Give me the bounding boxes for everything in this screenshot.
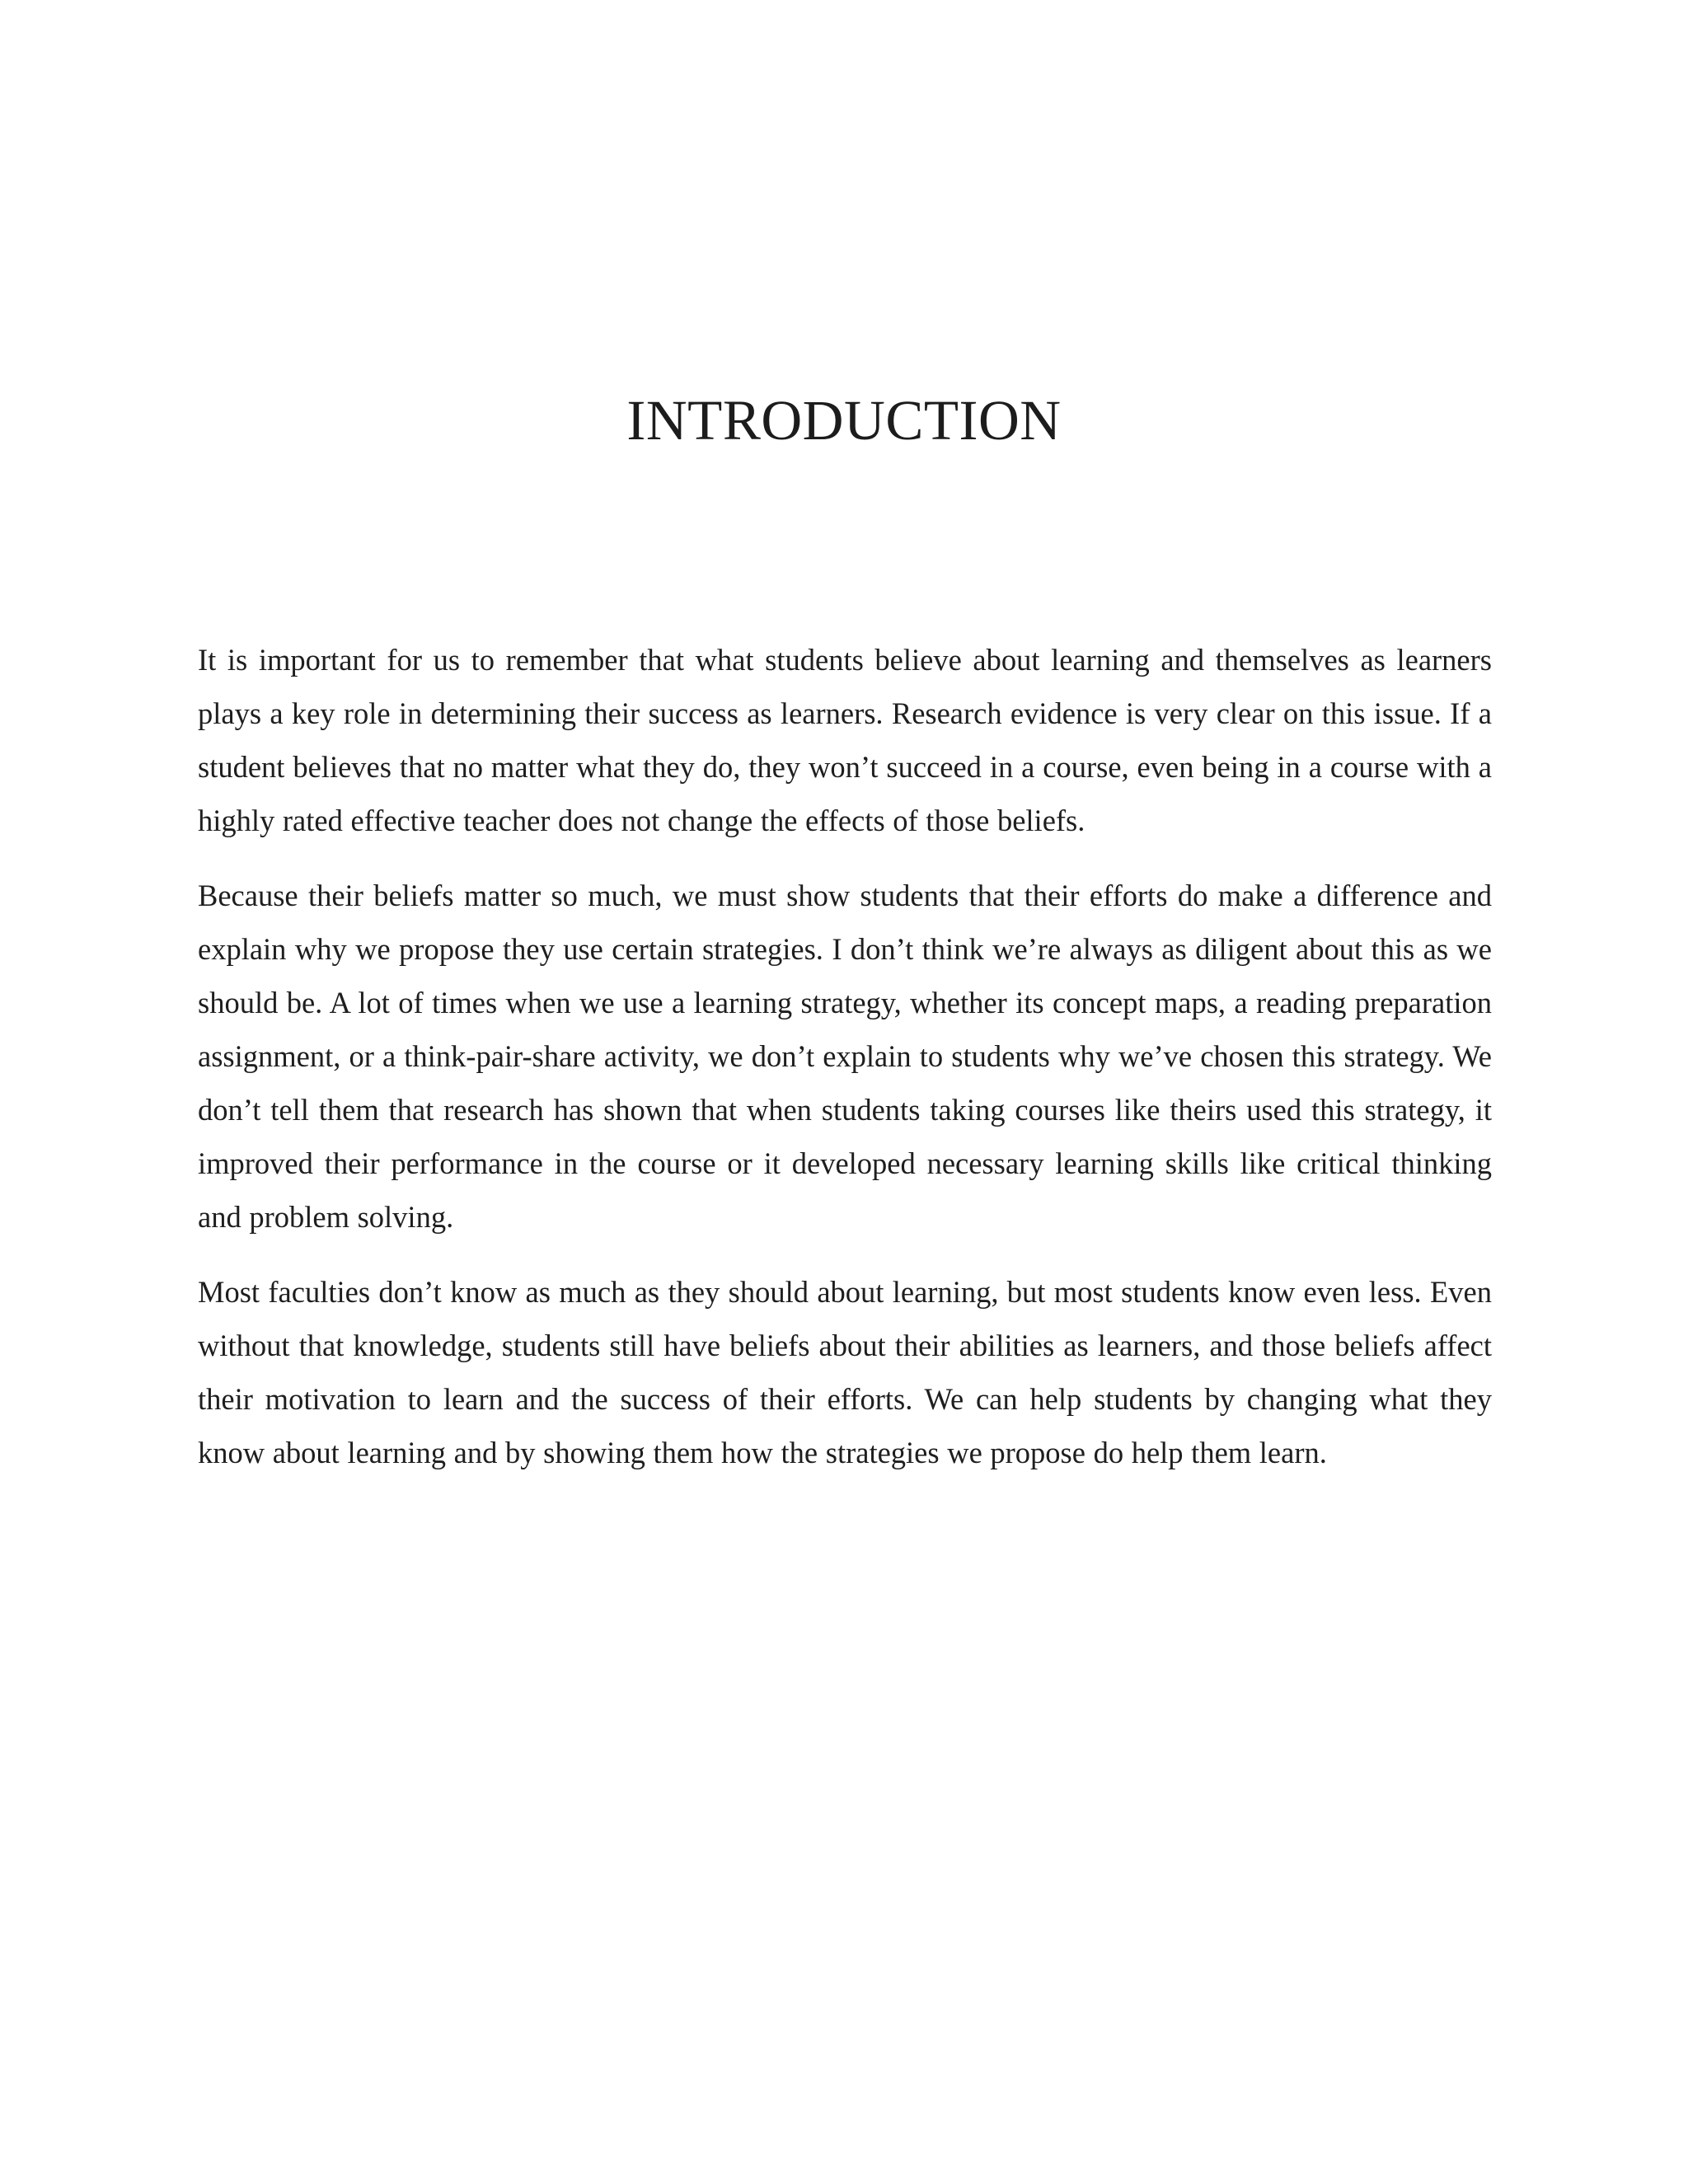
body-text: [198, 633, 1492, 1501]
paragraph-1: It is important for us to remember that what students believe about learning and themselves as learners plays a key role in determining their success as learners. Research evidence is very clear on this issue. If a student believes that no matter what they do, they won’t succeed in a course, even being in a course with a highly rated effective teacher does not change the effects of those beliefs.: [198, 643, 1492, 837]
page-title: INTRODUCTION: [626, 389, 1062, 452]
paragraph-3: Most faculties don’t know as much as they should about learning, but most students know even less. Even without that knowledge, students still have beliefs about their abilities as learners, and those beliefs affect their motivation to learn and the success of their efforts. We can help students by changing what they know about learning and by showing them how the strategies we propose do help them learn.: [198, 1275, 1492, 1469]
paragraph-2: Because their beliefs matter so much, we must show students that their efforts do make a difference and explain why we propose they use certain strategies. I don’t think we’re always as diligent about this as we should be. A lot of times when we use a learning strategy, whether its concept maps, a reading preparation assignment, or a think-pair-share activity, we don’t explain to students why we’ve chosen this strategy. We don’t tell them that research has shown that when students taking courses like theirs used this strategy, it improved their performance in the course or it developed necessary learning skills like critical thinking and problem solving.: [198, 879, 1492, 1234]
